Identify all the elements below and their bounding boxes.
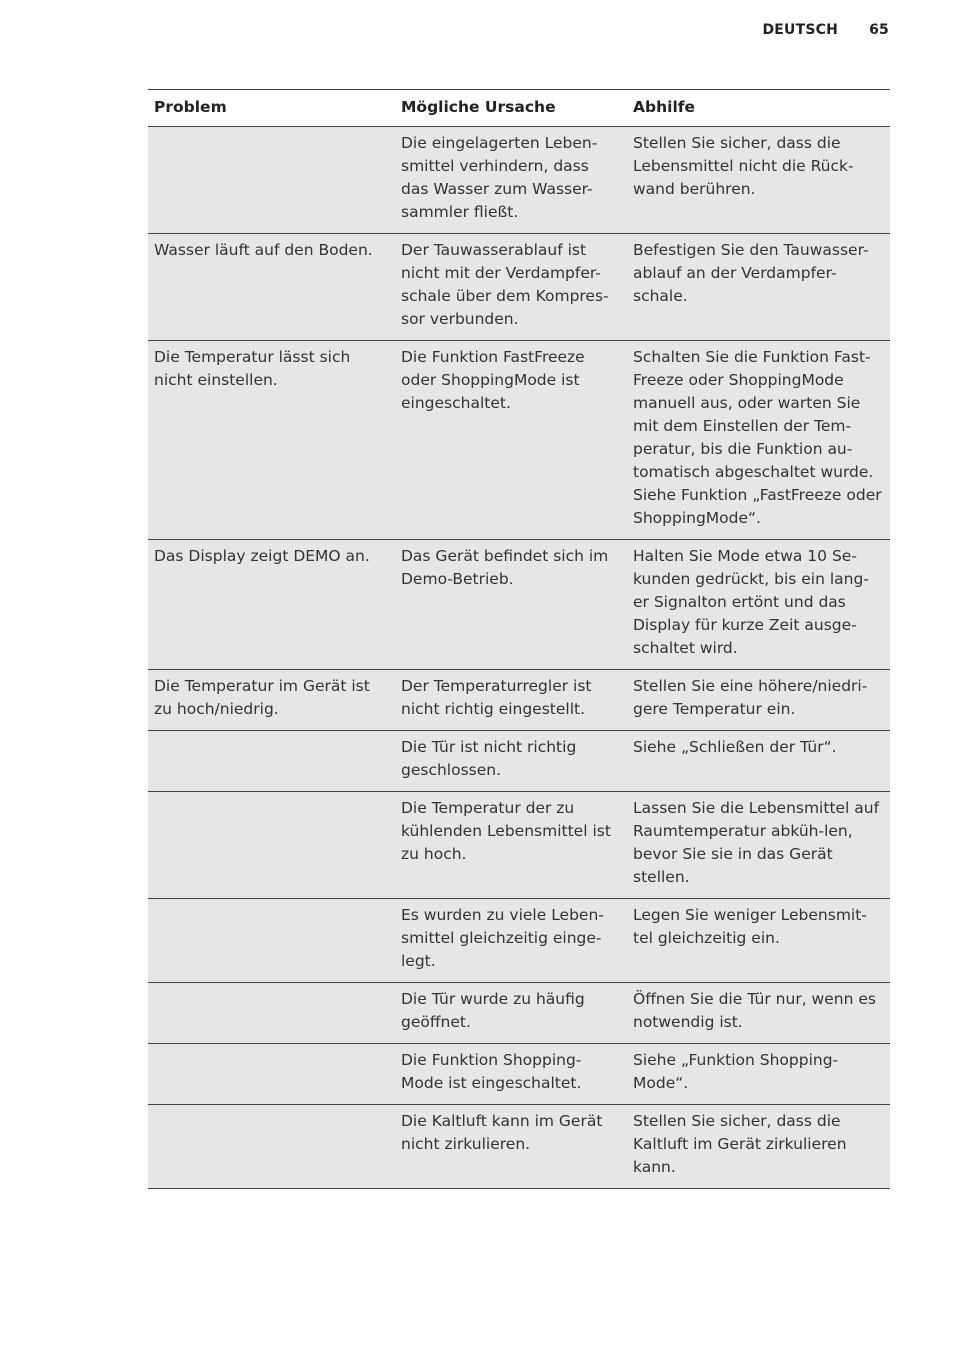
- remedy-cell: Halten Sie Mode etwa 10 Se-kunden gedrückt, bis ein lang-er Signalton ertönt und das Display für kurze Zeit ausge-schaltet wird.: [627, 540, 890, 670]
- problem-cell: Wasser läuft auf den Boden.: [148, 234, 395, 341]
- cause-cell: Die Funktion Shopping-Mode ist eingeschaltet.: [395, 1044, 627, 1105]
- table-row: [148, 234, 890, 341]
- column-header-problem: Problem: [148, 90, 395, 127]
- table-row: [148, 341, 890, 540]
- cause-cell: Es wurden zu viele Leben-smittel gleichzeitig einge-legt.: [395, 899, 627, 983]
- troubleshooting-table: [148, 89, 890, 1189]
- problem-cell: Die Temperatur lässt sich nicht einstellen.: [148, 341, 395, 540]
- cause-cell: Der Temperaturregler ist nicht richtig eingestellt.: [395, 670, 627, 731]
- cause-cell: Die Tür ist nicht richtig geschlossen.: [395, 731, 627, 792]
- cause-cell: Die eingelagerten Leben-smittel verhindern, dass das Wasser zum Wasser-sammler fließt.: [395, 127, 627, 234]
- remedy-cell: Befestigen Sie den Tauwasser-ablauf an der Verdampfer-schale.: [627, 234, 890, 341]
- remedy-cell: Siehe „Schließen der Tür“.: [627, 731, 890, 792]
- table-row: [148, 127, 890, 234]
- remedy-cell: Öffnen Sie die Tür nur, wenn es notwendig ist.: [627, 983, 890, 1044]
- remedy-cell: Lassen Sie die Lebensmittel auf Raumtemperatur abküh-len, bevor Sie sie in das Gerät stellen.: [627, 792, 890, 899]
- section-language-label: DEUTSCH: [762, 22, 839, 38]
- column-header-remedy: Abhilfe: [627, 90, 890, 127]
- table-row: [148, 983, 890, 1044]
- table-row: [148, 731, 890, 792]
- problem-cell: [148, 127, 395, 234]
- problem-cell: [148, 899, 395, 983]
- cause-cell: Die Temperatur der zu kühlenden Lebensmittel ist zu hoch.: [395, 792, 627, 899]
- cause-cell: Die Funktion FastFreeze oder ShoppingMode ist eingeschaltet.: [395, 341, 627, 540]
- problem-cell: [148, 731, 395, 792]
- table-row: [148, 792, 890, 899]
- cause-cell: Die Kaltluft kann im Gerät nicht zirkulieren.: [395, 1105, 627, 1189]
- remedy-cell: Legen Sie weniger Lebensmit-tel gleichzeitig ein.: [627, 899, 890, 983]
- remedy-cell: Stellen Sie sicher, dass die Lebensmittel nicht die Rück-wand berühren.: [627, 127, 890, 234]
- remedy-cell: Stellen Sie sicher, dass die Kaltluft im Gerät zirkulieren kann.: [627, 1105, 890, 1189]
- problem-cell: [148, 792, 395, 899]
- page-number: 65: [869, 22, 889, 38]
- table-row: [148, 899, 890, 983]
- table-header-row: [148, 90, 890, 127]
- table-row: [148, 1044, 890, 1105]
- cause-cell: Das Gerät befindet sich im Demo-Betrieb.: [395, 540, 627, 670]
- cause-cell: Die Tür wurde zu häufig geöffnet.: [395, 983, 627, 1044]
- problem-cell: [148, 1044, 395, 1105]
- problem-cell: [148, 983, 395, 1044]
- cause-cell: Der Tauwasserablauf ist nicht mit der Verdampfer-schale über dem Kompres-sor verbunden.: [395, 234, 627, 341]
- remedy-cell: Schalten Sie die Funktion Fast-Freeze oder ShoppingMode manuell aus, oder warten Sie mit dem Einstellen der Tem-peratur, bis die Funktion au-tomatisch abgeschaltet wurde. Siehe Funktion „FastFreeze oder ShoppingMode“.: [627, 341, 890, 540]
- table-row: [148, 1105, 890, 1189]
- problem-cell: [148, 1105, 395, 1189]
- page-header: [762, 22, 889, 38]
- problem-cell: Das Display zeigt DEMO an.: [148, 540, 395, 670]
- table-row: [148, 540, 890, 670]
- table-row: [148, 670, 890, 731]
- remedy-cell: Siehe „Funktion Shopping-Mode“.: [627, 1044, 890, 1105]
- column-header-cause: Mögliche Ursache: [395, 90, 627, 127]
- problem-cell: Die Temperatur im Gerät ist zu hoch/niedrig.: [148, 670, 395, 731]
- remedy-cell: Stellen Sie eine höhere/niedri-gere Temperatur ein.: [627, 670, 890, 731]
